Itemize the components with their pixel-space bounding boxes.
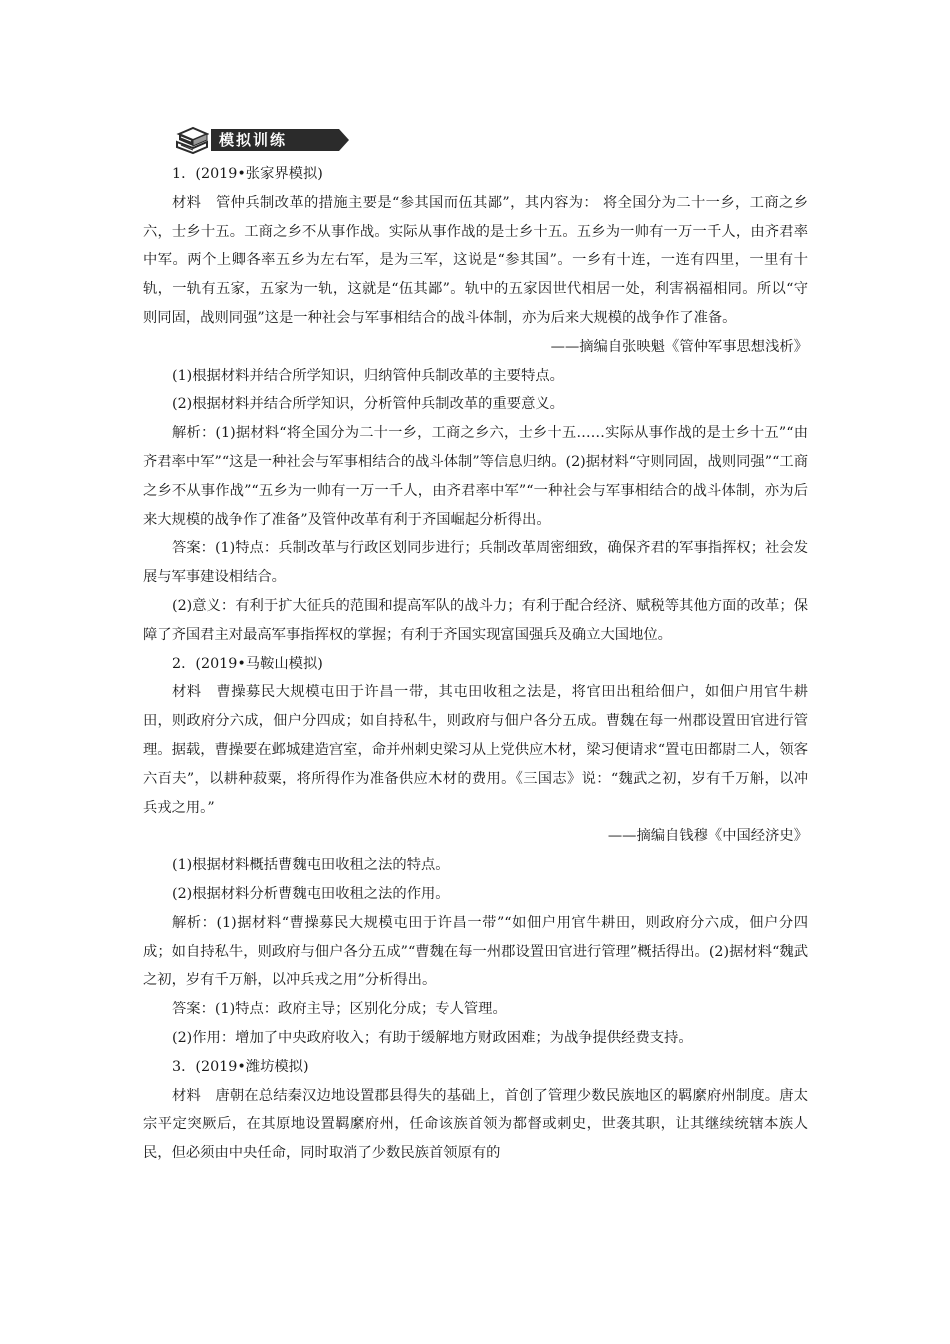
q1-material: 材料 管仲兵制改革的措施主要是“参其国而伍其鄙”，其内容为： 将全国分为二十一乡，工商之乡六，士乡十五。工商之乡不从事作战。实际从事作战的是士乡十五。五乡为一帅有一万一千人，由齐君率中军。两个上卿各率五乡为左右军，是为三军，这说是“参其国”。一乡有十连，一连有四里，一里有十轨，一轨有五家，五家为一轨，这就是“伍其鄙”。轨中的五家因世代相居一处，利害祸福相同。所以“守则同固，战则同强”这是一种社会与军事相结合的战斗体制，亦为后来大规模的战争作了准备。 [143,194,808,326]
banner-title: 模拟训练 [211,129,339,151]
q2-answer-2: (2)作用：增加了中央政府收入；有助于缓解地方财政困难；为战争提供经费支持。 [172,1029,693,1046]
q1-analysis: 解析：(1)据材料“将全国分为二十一乡，工商之乡六，士乡十五……实际从事作战的是士乡十五”“由齐君率中军”“这是一种社会与军事相结合的战斗体制”等信息归纳。(2)据材料“守则同固，战则同强”“工商之乡不从事作战”“五乡为一帅有一万一千人，由齐君率中军”“一种社会与军事相结合的战斗体制，亦为后来大规模的战争作了准备”及管仲改革有利于齐国崛起分析得出。 [143,425,808,528]
q3-material: 材料 唐朝在总结秦汉边地设置郡县得失的基础上，首创了管理少数民族地区的羁縻府州制度。唐太宗平定突厥后，在其原地设置羁縻府州，任命该族首领为都督或刺史，世袭其职，让其继续统辖本族人民，但必须由中央任命，同时取消了少数民族首领原有的 [143,1087,808,1162]
q2-answer-1: 答案：(1)特点：政府主导；区别化分成；专人管理。 [172,1001,507,1018]
q2-header: 2．(2019•马鞍山模拟) [172,655,323,672]
q2-question-1: (1)根据材料概括曹魏屯田收租之法的特点。 [172,857,450,874]
q2-material: 材料 曹操募民大规模屯田于许昌一带，其屯田收租之法是，将官田出租给佃户，如佃户用官牛耕田，则政府分六成，佃户分四成；如自持私牛，则政府与佃户各分五成。曹魏在每一州郡设置田官进行管理。据载，曹操要在邺城建造宫室，命并州刺史梁习从上党供应木材，梁习便请求“置屯田都尉二人，领客六百夫”，以耕种菽粟，将所得作为准备供应木材的费用。《三国志》说：“魏武之初，岁有千万斛，以冲兵戎之用。” [143,684,808,816]
q1-source: ——摘编自张映魁《管仲军事思想浅析》 [550,338,808,355]
document-body [143,160,808,1168]
q3-header: 3．(2019•潍坊模拟) [172,1058,309,1075]
banner-arrow [339,129,349,151]
q1-question-2: (2)根据材料并结合所学知识，分析管仲兵制改革的重要意义。 [172,396,564,413]
q2-source: ——摘编自钱穆《中国经济史》 [607,828,808,845]
q1-answer-1: 答案：(1)特点：兵制改革与行政区划同步进行；兵制改革周密细致，确保齐君的军事指挥权；社会发展与军事建设相结合。 [143,540,808,586]
q1-header: 1．(2019•张家界模拟) [172,166,323,182]
q1-question-1: (1)根据材料并结合所学知识，归纳管仲兵制改革的主要特点。 [172,367,564,384]
q2-question-2: (2)根据材料分析曹魏屯田收租之法的作用。 [172,885,450,902]
q2-analysis: 解析：(1)据材料“曹操募民大规模屯田于许昌一带”“如佃户用官牛耕田，则政府分六成，佃户分四成；如自持私牛，则政府与佃户各分五成”“曹魏在每一州郡设置田官进行管理”概括得出。(2)据材料“魏武之初，岁有千万斛，以冲兵戎之用”分析得出。 [143,914,808,989]
stacked-books-icon [173,124,209,156]
section-banner [173,124,353,158]
q1-answer-2: (2)意义：有利于扩大征兵的范围和提高军队的战斗力；有利于配合经济、赋税等其他方面的改革；保障了齐国君主对最高军事指挥权的掌握；有利于齐国实现富国强兵及确立大国地位。 [143,597,808,643]
